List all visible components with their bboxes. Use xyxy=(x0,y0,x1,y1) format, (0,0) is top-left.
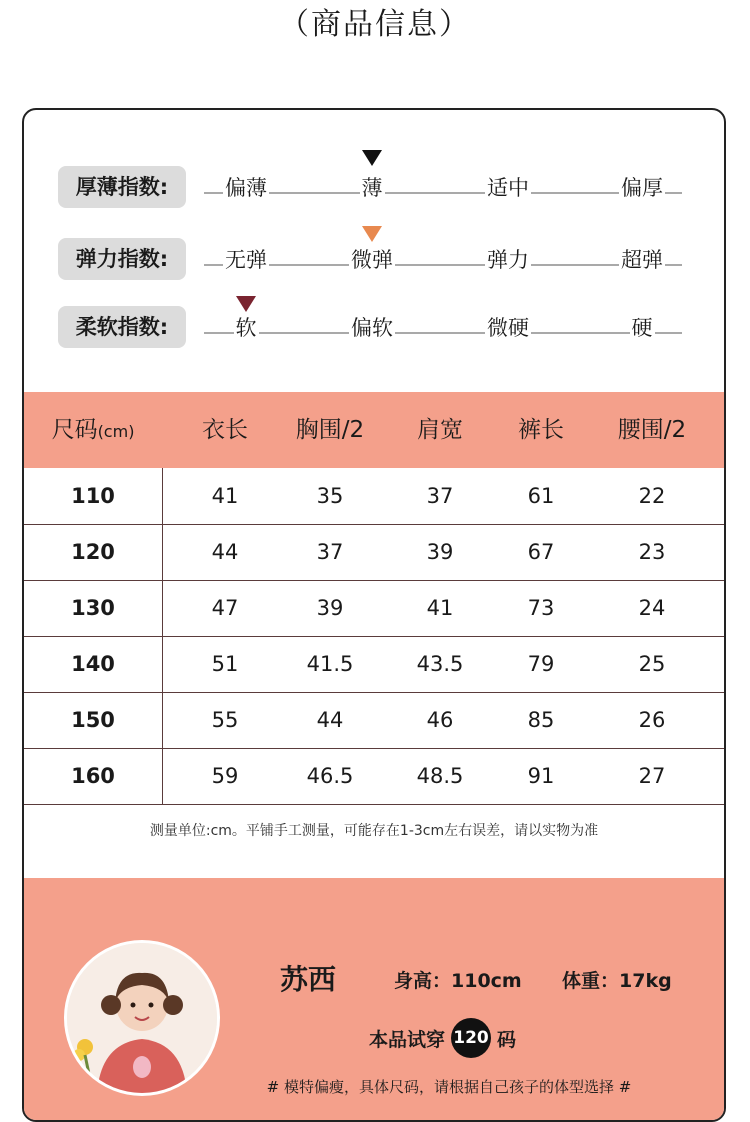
waist-cell: 24 xyxy=(638,596,666,620)
pants-cell: 73 xyxy=(527,596,555,620)
shoulder-cell: 41 xyxy=(426,596,454,620)
pants-cell: 79 xyxy=(527,652,555,676)
thickness-selected-marker xyxy=(362,150,382,166)
thickness-option: 薄 xyxy=(361,176,383,200)
thickness-option: 适中 xyxy=(487,176,529,200)
elasticity-index-row xyxy=(24,238,724,282)
length-cell: 51 xyxy=(211,652,239,676)
pants-column-header: 裤长 xyxy=(518,417,564,443)
table-row xyxy=(24,692,724,749)
waist-cell: 25 xyxy=(638,652,666,676)
size-cell: 150 xyxy=(71,708,115,732)
measurement-note: 测量单位:cm。平铺手工测量，可能存在1-3cm左右误差，请以实物为准 xyxy=(149,823,599,839)
try-on-prefix: 本品试穿 xyxy=(369,1028,446,1051)
chest-cell: 46.5 xyxy=(306,764,354,788)
table-row xyxy=(24,580,724,637)
table-row xyxy=(24,748,724,805)
softness-index-row xyxy=(24,306,724,350)
chest-column-header: 胸围/2 xyxy=(295,417,365,443)
size-cell: 160 xyxy=(71,764,115,788)
thickness-index-row xyxy=(24,166,724,210)
table-row xyxy=(24,524,724,581)
chest-cell: 41.5 xyxy=(306,652,354,676)
length-column-header: 衣长 xyxy=(202,417,248,443)
size-table-body xyxy=(24,468,724,804)
model-try-on-size xyxy=(369,1018,516,1058)
size-cell: 120 xyxy=(71,540,115,564)
thickness-option: 偏薄 xyxy=(225,176,267,200)
pants-cell: 85 xyxy=(527,708,555,732)
shoulder-cell: 37 xyxy=(426,484,454,508)
product-info-card xyxy=(22,108,726,1122)
chest-cell: 44 xyxy=(316,708,344,732)
length-cell: 55 xyxy=(211,708,239,732)
model-size-note: # 模特偏瘦，具体尺码，请根据自己孩子的体型选择 # xyxy=(266,1078,632,1096)
chest-cell: 37 xyxy=(316,540,344,564)
size-cell: 110 xyxy=(71,484,115,508)
softness-index-label: 柔软指数: xyxy=(58,306,186,348)
length-cell: 41 xyxy=(211,484,239,508)
pants-cell: 61 xyxy=(527,484,555,508)
length-cell: 44 xyxy=(211,540,239,564)
page-title: （商品信息） xyxy=(279,7,471,42)
try-on-size-badge: 120 xyxy=(451,1018,491,1058)
softness-option: 偏软 xyxy=(351,316,393,340)
waist-cell: 23 xyxy=(638,540,666,564)
length-cell: 59 xyxy=(211,764,239,788)
model-info-section xyxy=(24,878,724,1120)
size-cell: 140 xyxy=(71,652,115,676)
softness-option: 软 xyxy=(235,316,257,340)
shoulder-column-header: 肩宽 xyxy=(417,417,463,443)
size-table-header xyxy=(24,392,724,468)
model-photo xyxy=(64,940,220,1096)
pants-cell: 91 xyxy=(527,764,555,788)
model-weight: 体重：17kg xyxy=(562,970,672,992)
size-column-header: 尺码(cm) xyxy=(51,417,135,443)
elasticity-option: 超弹 xyxy=(621,248,663,272)
thickness-option: 偏厚 xyxy=(621,176,663,200)
try-on-suffix: 码 xyxy=(497,1028,517,1051)
softness-selected-marker xyxy=(236,296,256,312)
shoulder-cell: 39 xyxy=(426,540,454,564)
shoulder-cell: 43.5 xyxy=(416,652,464,676)
shoulder-cell: 48.5 xyxy=(416,764,464,788)
table-row xyxy=(24,468,724,525)
table-row xyxy=(24,636,724,693)
softness-option: 微硬 xyxy=(487,316,529,340)
chest-cell: 35 xyxy=(316,484,344,508)
elasticity-option: 弹力 xyxy=(487,248,529,272)
waist-cell: 26 xyxy=(638,708,666,732)
waist-column-header: 腰围/2 xyxy=(617,417,687,443)
elasticity-selected-marker xyxy=(362,226,382,242)
model-name: 苏西 xyxy=(280,963,337,996)
pants-cell: 67 xyxy=(527,540,555,564)
waist-cell: 22 xyxy=(638,484,666,508)
softness-option: 硬 xyxy=(631,316,653,340)
size-cell: 130 xyxy=(71,596,115,620)
thickness-index-label: 厚薄指数: xyxy=(58,166,186,208)
shoulder-cell: 46 xyxy=(426,708,454,732)
elasticity-option: 无弹 xyxy=(225,248,267,272)
chest-cell: 39 xyxy=(316,596,344,620)
length-cell: 47 xyxy=(211,596,239,620)
elasticity-option: 微弹 xyxy=(351,248,393,272)
elasticity-index-label: 弹力指数: xyxy=(58,238,186,280)
waist-cell: 27 xyxy=(638,764,666,788)
model-height: 身高：110cm xyxy=(394,970,522,992)
